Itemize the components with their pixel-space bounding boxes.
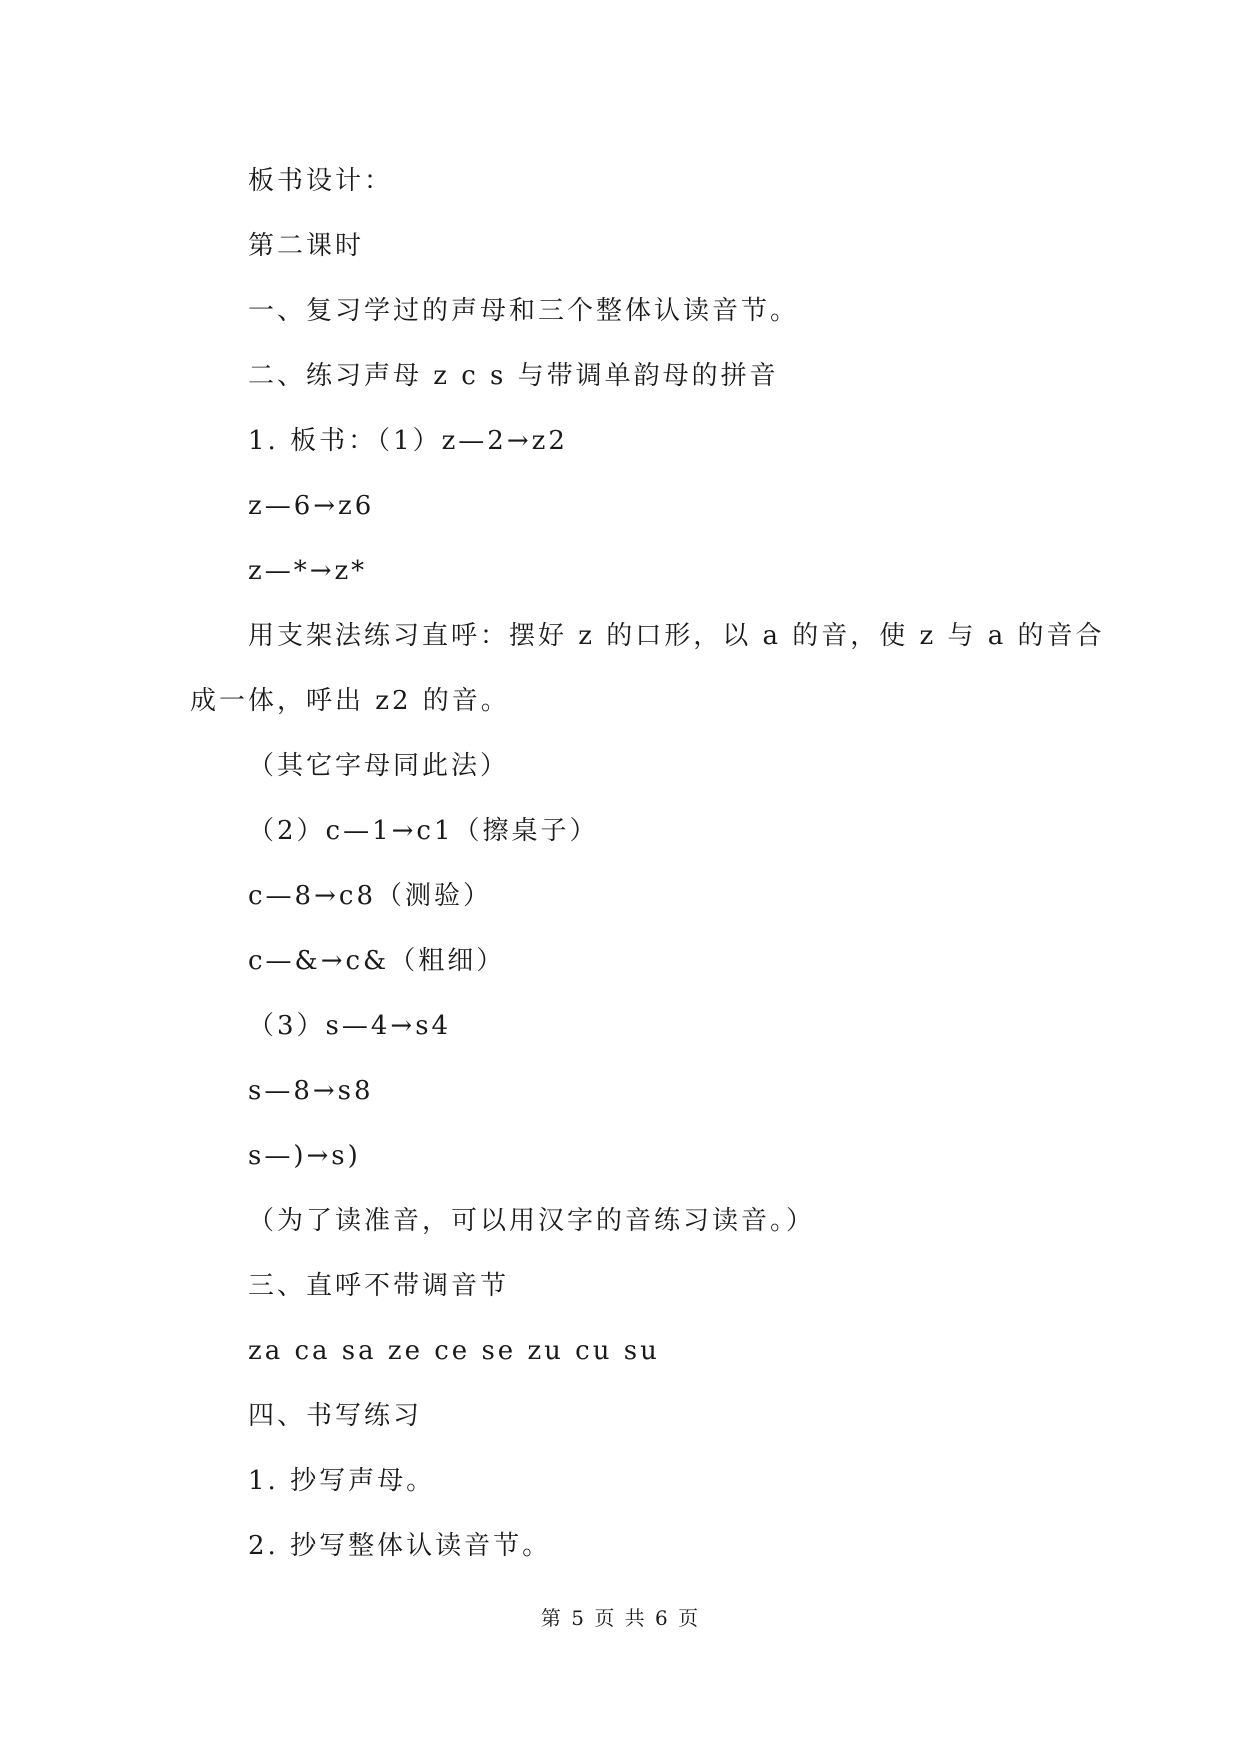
text-line: z—6→z6 — [248, 491, 375, 521]
text-line: 2. 抄写整体认读音节。 — [248, 1531, 552, 1561]
page-number-footer: 第 5 页 共 6 页 — [540, 1606, 701, 1630]
text-line: c—8→c8（测验） — [248, 881, 492, 911]
text-line: （3）s—4→s4 — [248, 1011, 452, 1041]
text-line: 1. 抄写声母。 — [248, 1466, 436, 1496]
text-line: za ca sa ze ce se zu cu su — [248, 1336, 660, 1366]
text-line: （其它字母同此法） — [248, 751, 510, 781]
text-line: 板书设计： — [248, 166, 394, 196]
text-line: 四、书写练习 — [248, 1401, 423, 1431]
text-line: s—8→s8 — [248, 1076, 374, 1106]
text-line: 第二课时 — [248, 231, 365, 261]
text-line: 用支架法练习直呼：摆好 z 的口形，以 a 的音，使 z 与 a 的音合 — [248, 621, 1105, 651]
text-line: z—*→z* — [248, 556, 368, 586]
text-line: s—)→s) — [248, 1141, 361, 1171]
text-line: 1. 板书：（1）z—2→z2 — [248, 426, 568, 456]
text-line: c—&→c&（粗细） — [248, 946, 506, 976]
text-line: 二、练习声母 z c s 与带调单韵母的拼音 — [248, 361, 779, 391]
text-line: （为了读准音，可以用汉字的音练习读音。） — [248, 1206, 816, 1236]
text-line: 成一体，呼出 z2 的音。 — [190, 686, 510, 716]
text-line: 三、直呼不带调音节 — [248, 1271, 510, 1301]
text-line: （2）c—1→c1（擦桌子） — [248, 816, 599, 846]
text-line: 一、复习学过的声母和三个整体认读音节。 — [248, 296, 800, 326]
